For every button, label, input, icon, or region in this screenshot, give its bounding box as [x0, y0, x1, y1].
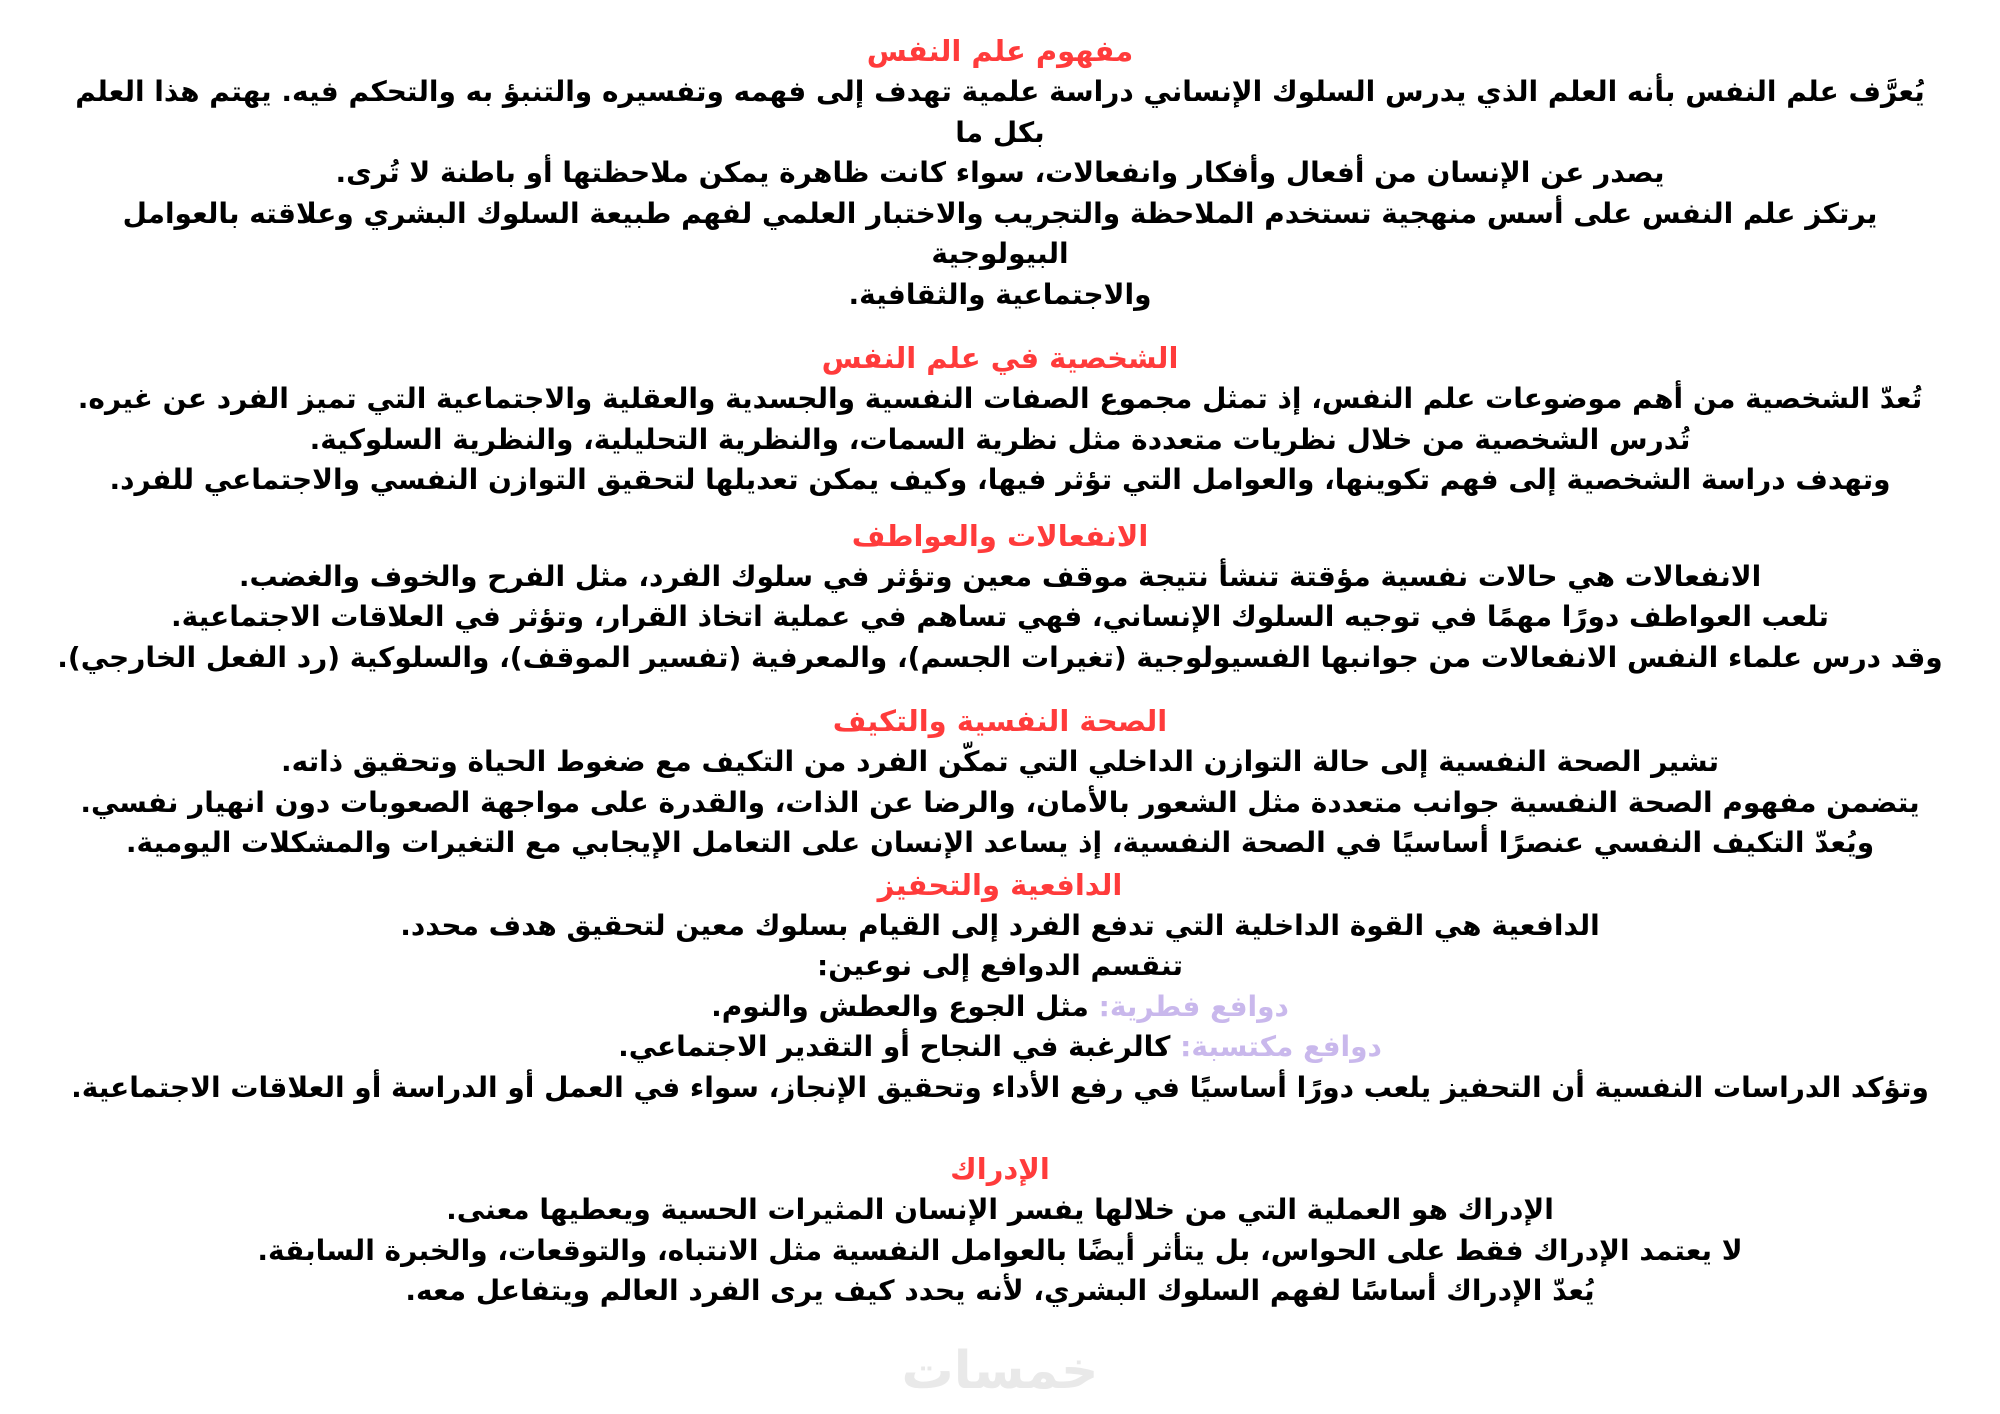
section-psychology	[50, 30, 1950, 315]
paragraph-line: يُعدّ الإدراك أساسًا لفهم السلوك البشري، لأنه يحدد كيف يرى الفرد العالم ويتفاعل معه.	[405, 1274, 1595, 1307]
motive-text: مثل الجوع والعطش والنوم.	[711, 989, 1099, 1023]
section-heading: الانفعالات والعواطف	[851, 518, 1149, 553]
paragraph-line: لا يعتمد الإدراك فقط على الحواس، بل يتأثر أيضًا بالعوامل النفسية مثل الانتباه، والتوقعات، والخبرة السابقة.	[257, 1233, 1743, 1267]
section-heading: الدافعية والتحفيز	[877, 867, 1123, 902]
section-heading: الشخصية في علم النفس	[821, 341, 1179, 375]
paragraph-line: وتؤكد الدراسات النفسية أن التحفيز يلعب دورًا أساسيًا في رفع الأداء وتحقيق الإنجاز، سواء في العمل أو الدراسة أو العلاقات الاجتماعية.	[71, 1070, 1929, 1104]
paragraph-line: تُدرس الشخصية من خلال نظريات متعددة مثل نظرية السمات، والنظرية التحليلية، والنظرية السلوكية.	[309, 422, 1691, 456]
paragraph-line: وتهدف دراسة الشخصية إلى فهم تكوينها، والعوامل التي تؤثر فيها، وكيف يمكن تعديلها لتحقيق التوازن النفسي والاجتماعي للفرد.	[109, 463, 1891, 496]
section-mental-health	[50, 700, 1950, 864]
motive-label: دوافع فطرية:	[1098, 989, 1289, 1023]
motive-text: كالرغبة في النجاح أو التقدير الاجتماعي.	[618, 1030, 1181, 1063]
paragraph-line: يتضمن مفهوم الصحة النفسية جوانب متعددة مثل الشعور بالأمان، والرضا عن الذات، والقدرة على مواجهة الصعوبات دون انهيار نفسي.	[80, 785, 1920, 819]
motive-type-innate	[50, 987, 1950, 1028]
paragraph-line: تلعب العواطف دورًا مهمًا في توجيه السلوك الإنساني، فهي تساهم في عملية اتخاذ القرار، وتؤثر في العلاقات الاجتماعية.	[171, 600, 1829, 633]
section-heading: الصحة النفسية والتكيف	[832, 704, 1168, 738]
paragraph-line: يرتكز علم النفس على أسس منهجية تستخدم الملاحظة والتجريب والاختبار العلمي لفهم طبيعة السلوك البشري وعلاقته بالعوامل البيولوجية	[122, 196, 1878, 270]
section-emotions	[50, 515, 1950, 679]
paragraph-line: الانفعالات هي حالات نفسية مؤقتة تنشأ نتيجة موقف معين وتؤثر في سلوك الفرد، مثل الفرح والخوف والغضب.	[238, 559, 1762, 593]
paragraph-line: والاجتماعية والثقافية.	[848, 277, 1152, 311]
paragraph-line: يصدر عن الإنسان من أفعال وأفكار وانفعالات، سواء كانت ظاهرة يمكن ملاحظتها أو باطنة لا تُرى.	[335, 156, 1665, 189]
section-motivation	[50, 864, 1950, 1109]
motive-label: دوافع مكتسبة:	[1180, 1030, 1382, 1063]
section-heading: مفهوم علم النفس	[866, 34, 1134, 68]
paragraph-line: تشير الصحة النفسية إلى حالة التوازن الداخلي التي تمكّن الفرد من التكيف مع ضغوط الحياة وتحقيق ذاته.	[281, 745, 1719, 778]
paragraph-line: يُعرَّف علم النفس بأنه العلم الذي يدرس السلوك الإنساني دراسة علمية تهدف إلى فهمه وتفسيره والتنبؤ به والتحكم فيه. يهتم هذا العلم بكل ما	[75, 75, 1925, 149]
paragraph-line: تنقسم الدوافع إلى نوعين:	[817, 949, 1183, 982]
paragraph-line: وقد درس علماء النفس الانفعالات من جوانبها الفسيولوجية (تغيرات الجسم)، والمعرفية (تفسير الموقف)، والسلوكية (رد الفعل الخارجي).	[57, 640, 1943, 674]
paragraph-line: الإدراك هو العملية التي من خلالها يفسر الإنسان المثيرات الحسية ويعطيها معنى.	[446, 1193, 1554, 1226]
watermark-logo: خمسات	[901, 1341, 1099, 1401]
section-heading: الإدراك	[950, 1152, 1050, 1186]
document-body	[50, 30, 1950, 1312]
section-personality	[50, 337, 1950, 501]
paragraph-line: تُعدّ الشخصية من أهم موضوعات علم النفس، إذ تمثل مجموع الصفات النفسية والجسدية والعقلية والاجتماعية التي تميز الفرد عن غيره.	[77, 382, 1923, 415]
motive-type-acquired	[50, 1027, 1950, 1068]
paragraph-line: ويُعدّ التكيف النفسي عنصرًا أساسيًا في الصحة النفسية، إذ يساعد الإنسان على التعامل الإيجابي مع التغيرات والمشكلات اليومية.	[125, 826, 1875, 859]
section-perception	[50, 1148, 1950, 1312]
paragraph-line: الدافعية هي القوة الداخلية التي تدفع الفرد إلى القيام بسلوك معين لتحقيق هدف محدد.	[400, 908, 1600, 942]
